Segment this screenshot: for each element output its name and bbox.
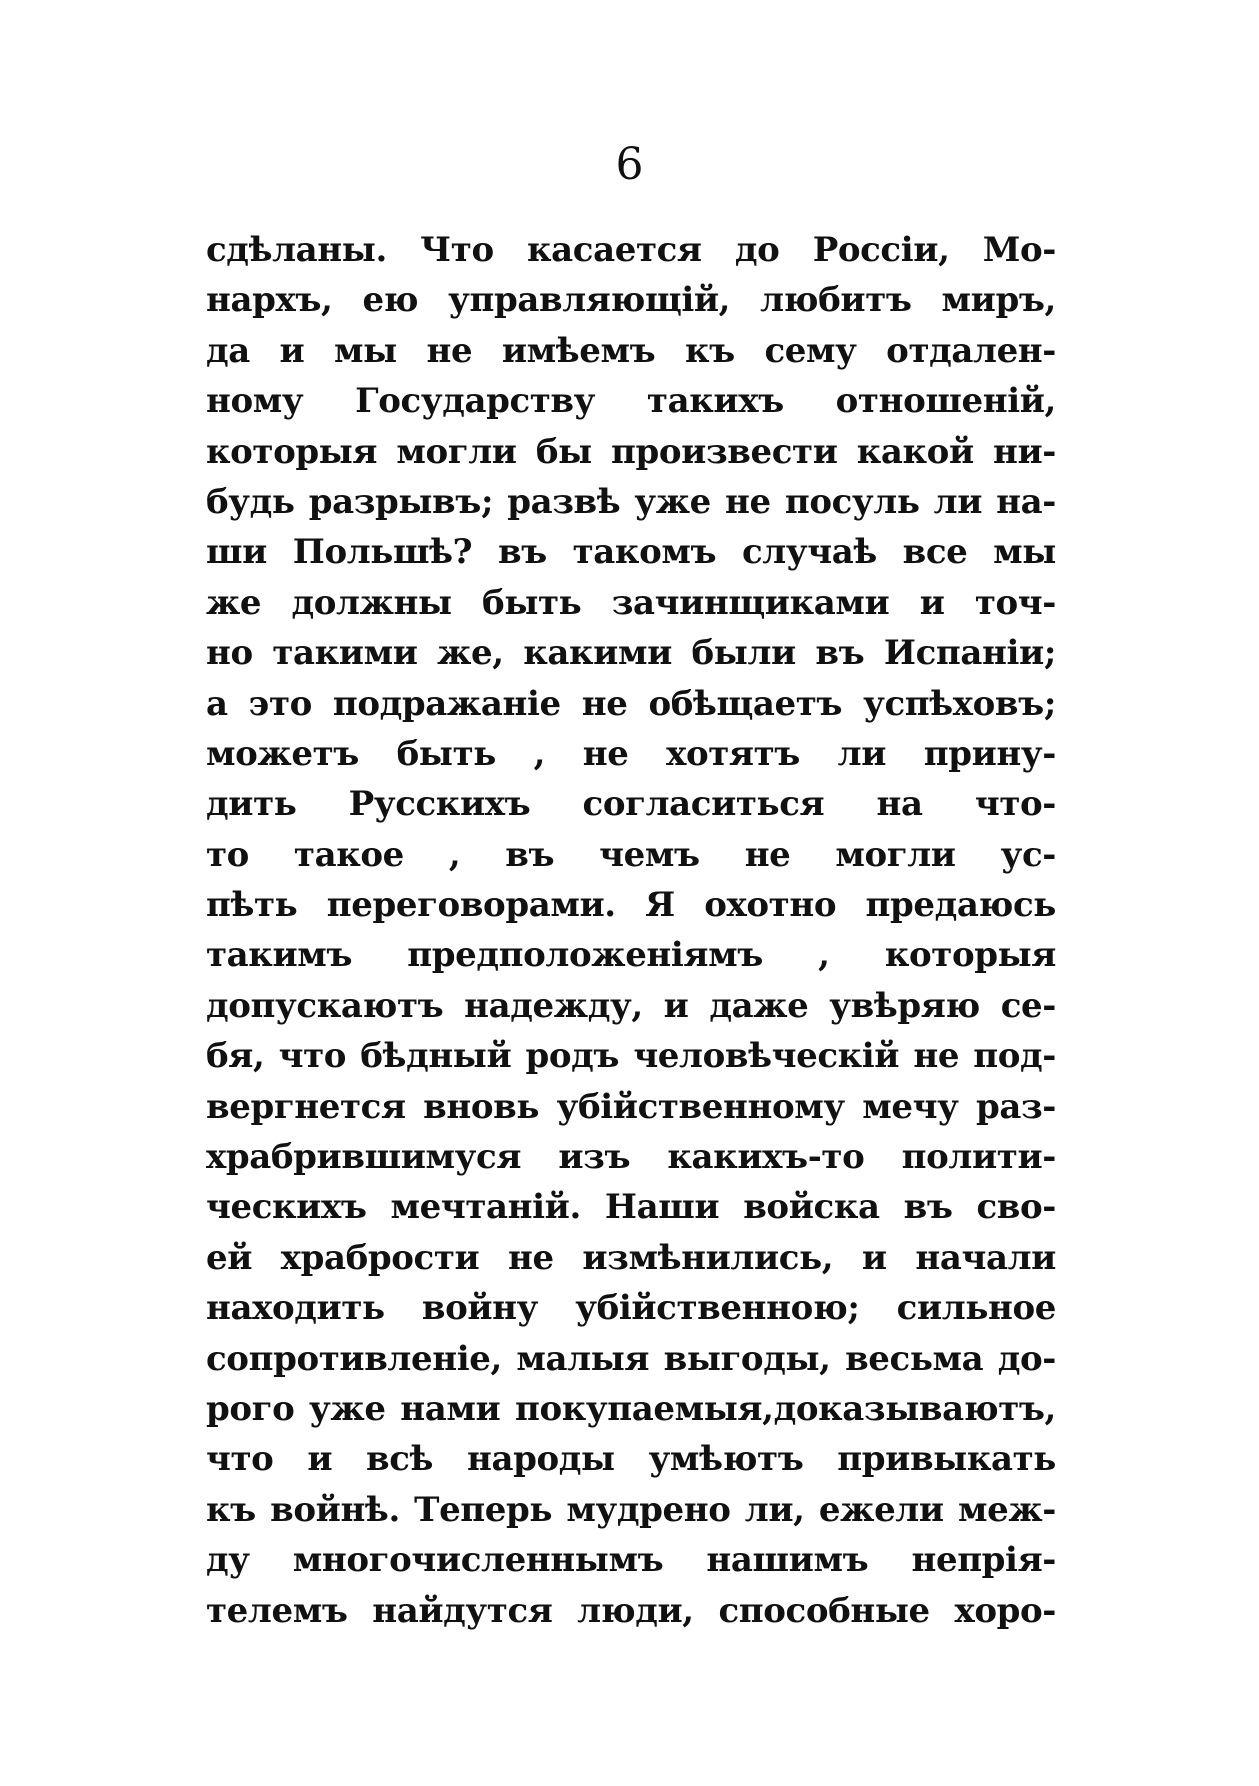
text-line: сдѣланы. Что касается до Россіи, Мо- [206, 230, 1056, 270]
text-line: дить Русскихъ согласиться на что- [206, 784, 1056, 825]
text-line: ному Государству такихъ отношеній, [206, 381, 1056, 422]
text-line: ей храбрости не измѣнились, и начали [206, 1237, 1056, 1278]
text-line: нархъ, ею управляющій, любитъ миръ, [206, 280, 1056, 321]
text-line: которыя могли бы произвести какой ни- [206, 431, 1056, 472]
text-line: пѣть переговорами. Я охотно предаюсь [206, 885, 1056, 926]
text-line: можетъ быть , не хотятъ ли прину- [206, 733, 1056, 774]
page-number: 6 [615, 139, 644, 190]
text-line: а это подражаніе не обѣщаетъ успѣховъ; [206, 683, 1056, 724]
text-line: бя, что бѣдный родъ человѣческій не под- [206, 1036, 1056, 1077]
text-line: допускаютъ надежду, и даже увѣряю се- [206, 985, 1056, 1026]
text-line: находить войну убійственною; сильное [206, 1288, 1056, 1329]
text-line: телемъ найдутся люди, способные хоро- [206, 1590, 1056, 1631]
text-line: храбрившимуся изъ какихъ-то полити- [206, 1137, 1056, 1178]
body-text [206, 225, 1056, 1636]
text-line: будь разрывъ; развѣ уже не посуль ли на- [206, 481, 1056, 522]
text-line: вергнется вновь убійственному мечу раз- [206, 1086, 1056, 1127]
text-line: ческихъ мечтаній. Наши войска въ сво- [206, 1187, 1056, 1228]
text-line: сопротивленіе, малыя выгоды, весьма до- [206, 1338, 1056, 1379]
text-line: то такое , въ чемъ не могли ус- [206, 834, 1056, 875]
text-line: такимъ предположеніямъ , которыя [206, 935, 1056, 976]
text-line: къ войнѣ. Теперь мудрено ли, ежели меж- [206, 1489, 1056, 1530]
text-line: да и мы не имѣемъ къ сему отдален- [206, 330, 1056, 371]
text-line: же должны быть зачинщиками и точ- [206, 582, 1056, 623]
text-line: что и всѣ народы умѣютъ привыкать [206, 1439, 1056, 1480]
text-line: ду многочисленнымъ нашимъ непрія- [206, 1540, 1056, 1581]
text-line: рого уже нами покупаемыя,доказываютъ, [206, 1388, 1056, 1429]
text-line: ши Польшѣ? въ такомъ случаѣ все мы [206, 532, 1056, 573]
text-line: но такими же, какими были въ Испаніи; [206, 633, 1056, 674]
